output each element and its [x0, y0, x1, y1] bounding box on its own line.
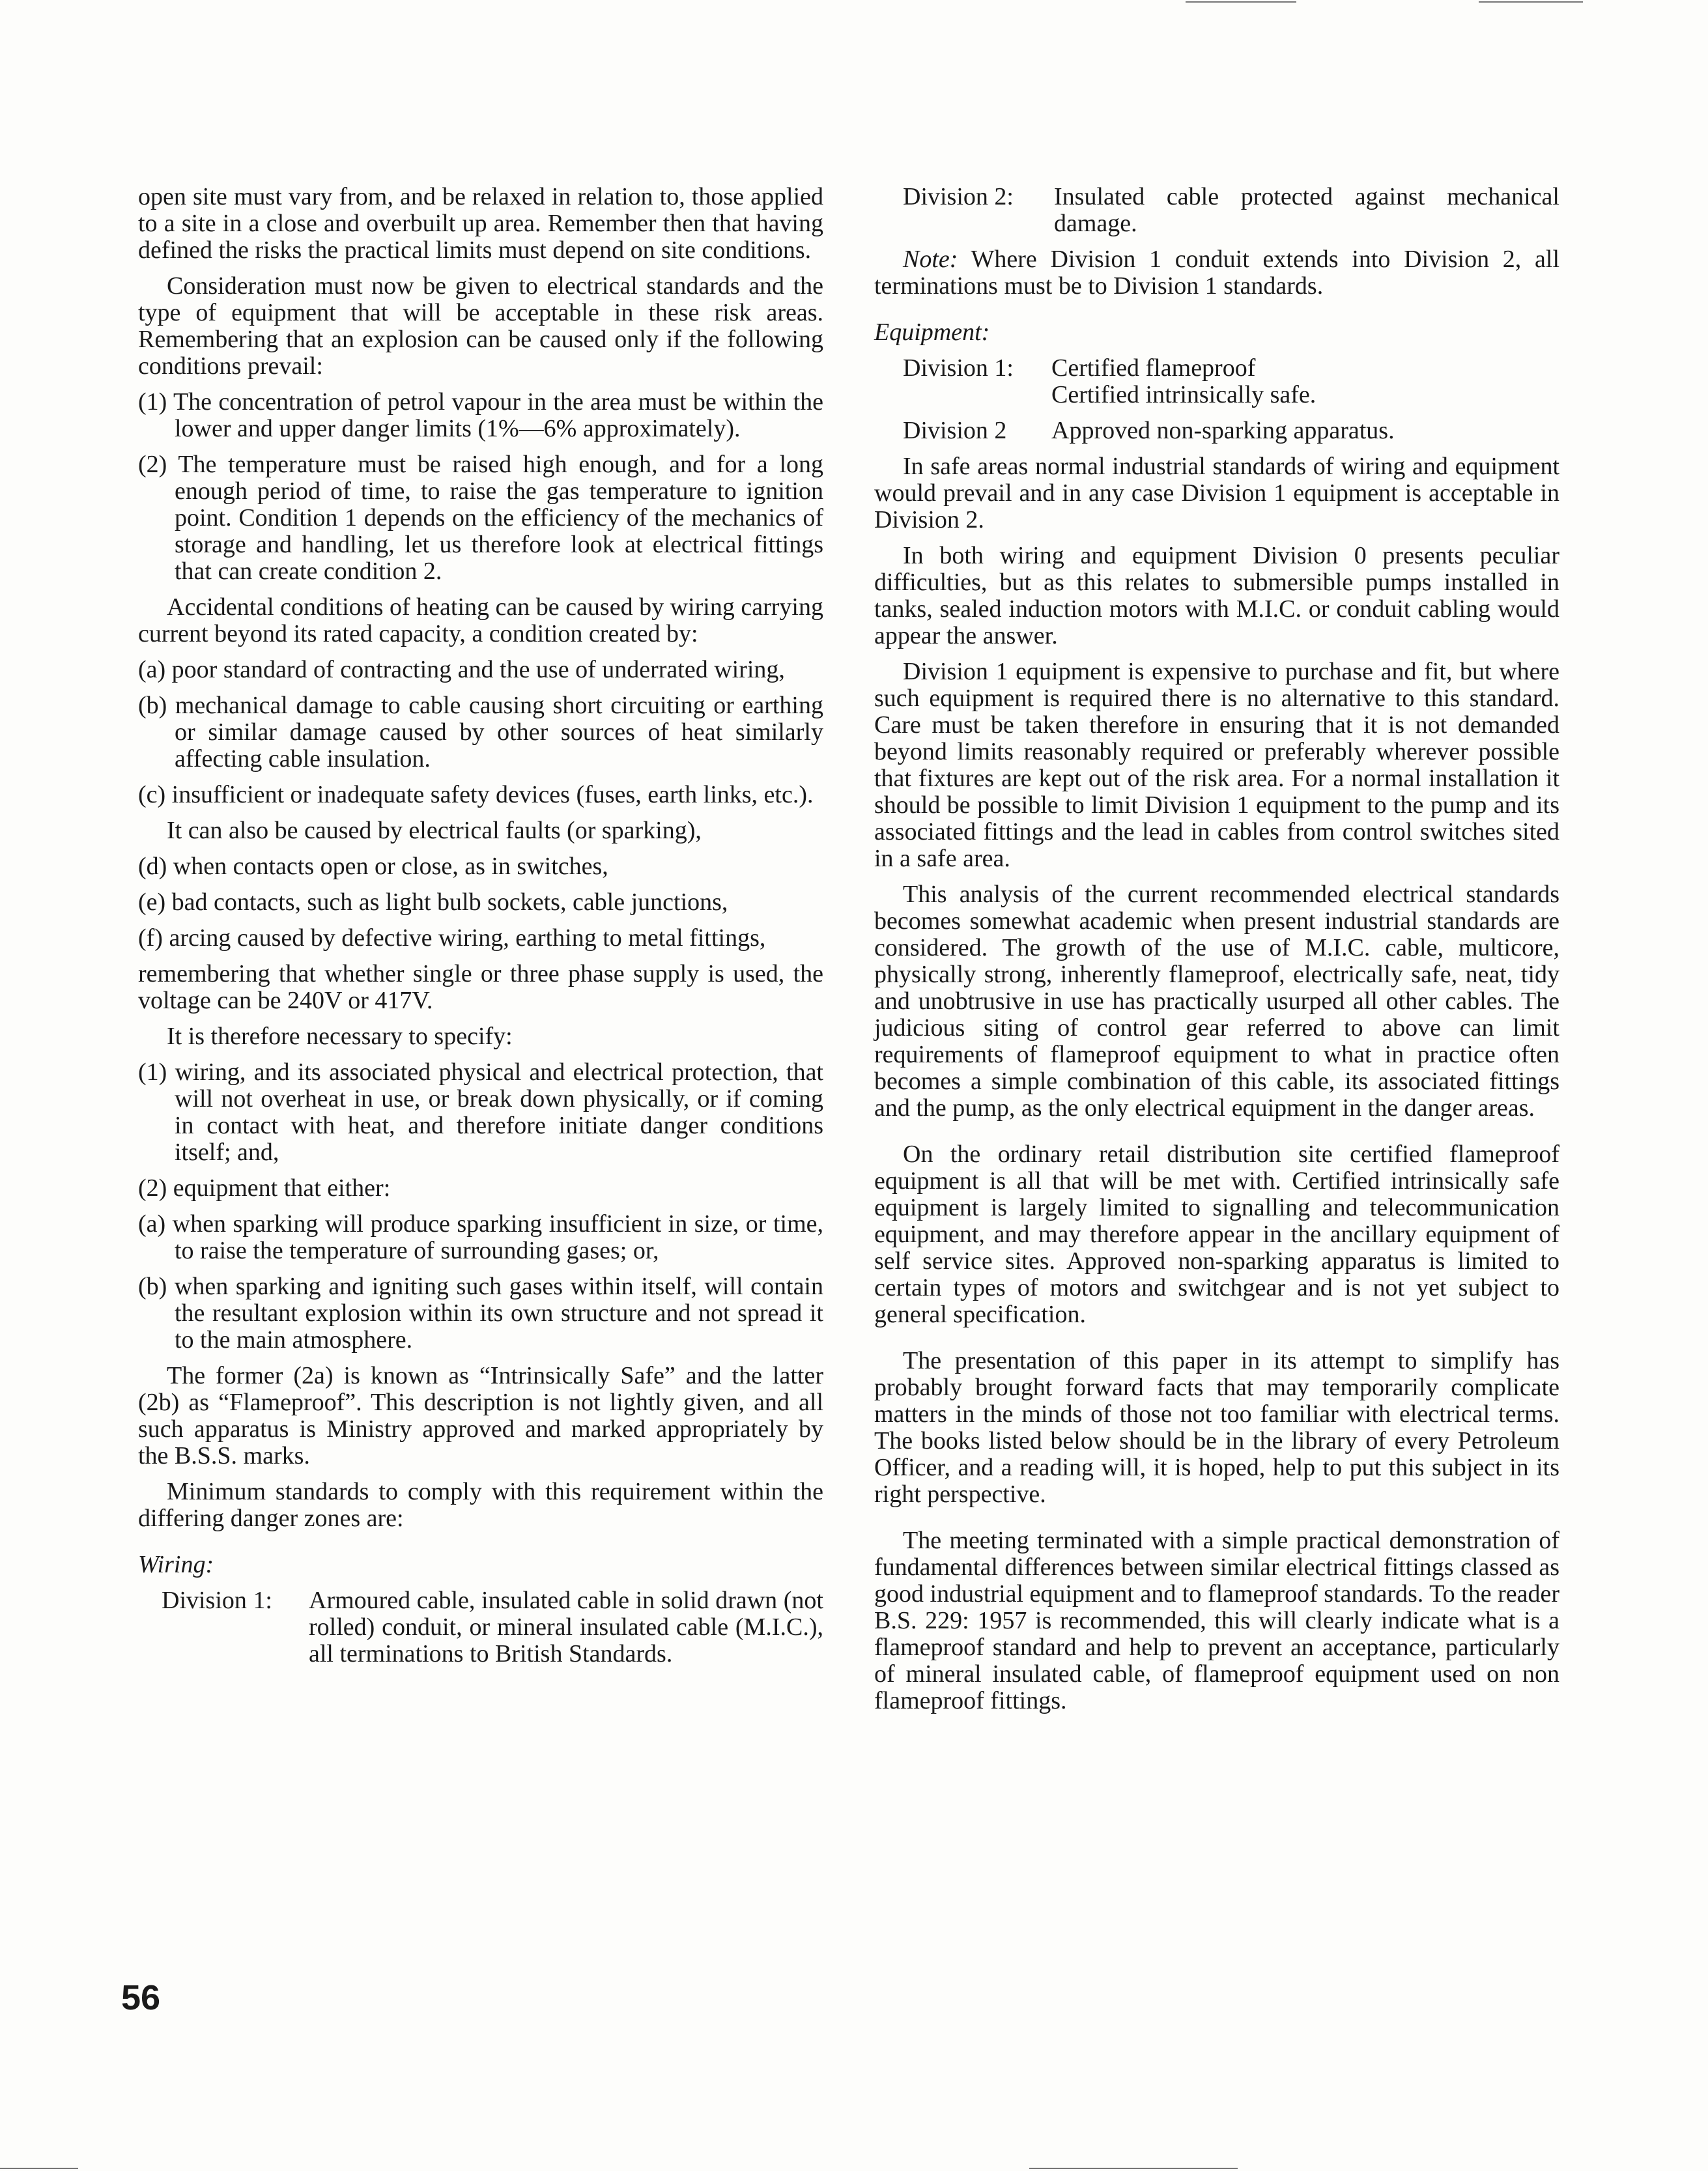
list-item: (b) when sparking and igniting such gases within itself, will contain the resultant explosion within its own structure and not spread it to the main atmosphere.	[138, 1273, 823, 1354]
right-column	[874, 184, 1559, 1714]
paragraph: It is therefore necessary to specify:	[167, 1023, 513, 1050]
paragraph: On the ordinary retail distribution site certified flameproof equipment is all that will be met with. Certified intrinsically safe equipment is largely limited to signalling and telecommunication equipment, and may therefore appear in the ancillary equipment of self service sites. Approved non-sparking apparatus is limited to certain types of motors and switchgear and is not yet subject to general specification.	[874, 1141, 1559, 1328]
wiring-division-1	[138, 1587, 823, 1667]
bottom-edge-rule	[0, 2168, 78, 2169]
top-edge-rule	[1186, 1, 1296, 3]
paragraph: open site must vary from, and be relaxed in relation to, those applied to a site in a close and overbuilt up area. Remember then that having defined the risks the practical limits must depend on site conditions.	[138, 183, 823, 264]
paragraph: In both wiring and equipment Division 0 presents peculiar difficulties, but as this relates to submersible pumps installed in tanks, sealed induction motors with M.I.C. or conduit cabling would appear the answer.	[874, 542, 1559, 649]
paragraph: The former (2a) is known as “Intrinsically Safe” and the latter (2b) as “Flameproof”. This description is not lightly given, and all such apparatus is Ministry approved and marked appropriately by the B.S.S. marks.	[138, 1362, 823, 1469]
division-label: Division 1:	[162, 1587, 272, 1614]
note	[874, 246, 1559, 300]
paragraph: In safe areas normal industrial standards of wiring and equipment would prevail and in any case Division 1 equipment is acceptable in Division 2.	[874, 453, 1559, 533]
list-item: (e) bad contacts, such as light bulb sockets, cable junctions,	[138, 888, 728, 916]
division-label: Division 1:	[903, 354, 1014, 382]
top-edge-rule-right	[1479, 1, 1583, 3]
paragraph: Accidental conditions of heating can be caused by wiring carrying current beyond its rated capacity, a condition created by:	[138, 593, 823, 647]
equipment-division-1	[874, 355, 1559, 408]
paragraph: The presentation of this paper in its attempt to simplify has probably brought forward facts that may temporarily complicate matters in the minds of those not too familiar with electrical terms. The books listed below should be in the library of every Petroleum Officer, and a reading will, it is hoped, help to put this subject in its right perspective.	[874, 1347, 1559, 1508]
list-item: (2) equipment that either:	[138, 1174, 391, 1202]
division-label: Division 2	[903, 417, 1007, 444]
bottom-edge-rule-right	[1029, 2168, 1238, 2169]
section-heading-equipment: Equipment:	[874, 319, 990, 346]
list-item: (2) The temperature must be raised high enough, and for a long enough period of time, to raise the gas temperature to ignition point. Condition 1 depends on the efficiency of the mechanics of storage and handling, let us therefore look at electrical fittings that can create condition 2.	[138, 451, 823, 585]
note-text: Where Division 1 conduit extends into Division 2, all terminations must be to Division 1 standards.	[874, 246, 1559, 300]
division-text: Armoured cable, insulated cable in solid drawn (not rolled) conduit, or mineral insulated cable (M.I.C.), all terminations to British Standards.	[309, 1587, 823, 1667]
paragraph: Minimum standards to comply with this requirement within the differing danger zones are:	[138, 1478, 823, 1532]
list-item: (1) wiring, and its associated physical and electrical protection, that will not overheat in use, or break down physically, or if coming in contact with heat, and therefore initiate danger conditions itself; and,	[138, 1058, 823, 1166]
paragraph: The meeting terminated with a simple practical demonstration of fundamental differences between similar electrical fittings classed as good industrial equipment and to flameproof standards. To the reader B.S. 229: 1957 is recommended, this will clearly indicate what is a flameproof standard and help to prevent an acceptance, particularly of mineral insulated cable, of flameproof equipment used on non flameproof fittings.	[874, 1527, 1559, 1714]
list-item: (c) insufficient or inadequate safety devices (fuses, earth links, etc.).	[138, 781, 814, 808]
note-label: Note:	[903, 246, 958, 273]
paragraph: Division 1 equipment is expensive to purchase and fit, but where such equipment is required there is no alternative to this standard. Care must be taken therefore in ensuring that it is not demanded beyond limits reasonably required or preferably wherever possible that fixtures are kept out of the risk area. For a normal installation it should be possible to limit Division 1 equipment to the pump and its associated fittings and the lead in cables from control switches sited in a safe area.	[874, 658, 1559, 872]
division-text: Insulated cable protected against mechanical damage.	[1054, 183, 1559, 237]
division-label: Division 2:	[903, 183, 1014, 210]
wiring-division-2	[874, 184, 1559, 237]
equipment-type: Certified intrinsically safe.	[1051, 381, 1317, 408]
section-heading-wiring: Wiring:	[138, 1551, 214, 1578]
paragraph: It can also be caused by electrical faults (or sparking),	[167, 817, 702, 844]
list-item: (1) The concentration of petrol vapour in the area must be within the lower and upper danger limits (1%—6% approximately).	[138, 388, 823, 442]
list-item: (a) when sparking will produce sparking insufficient in size, or time, to raise the temperature of surrounding gases; or,	[138, 1210, 823, 1264]
list-item: (a) poor standard of contracting and the use of underrated wiring,	[138, 656, 785, 683]
paragraph: remembering that whether single or three phase supply is used, the voltage can be 240V or 417V.	[138, 960, 823, 1014]
page-number: 56	[121, 1978, 161, 2017]
equipment-division-2	[874, 418, 1559, 444]
division-text	[1051, 355, 1559, 408]
division-text: Approved non-sparking apparatus.	[1051, 417, 1395, 444]
paragraph: Consideration must now be given to electrical standards and the type of equipment that will be acceptable in these risk areas. Remembering that an explosion can be caused only if the following conditions prevail:	[138, 272, 823, 380]
list-item: (b) mechanical damage to cable causing short circuiting or earthing or similar damage caused by other sources of heat similarly affecting cable insulation.	[138, 692, 823, 773]
list-item: (f) arcing caused by defective wiring, earthing to metal fittings,	[138, 924, 766, 952]
paragraph: This analysis of the current recommended electrical standards becomes somewhat academic when present industrial standards are considered. The growth of the use of M.I.C. cable, multicore, physically strong, inherently flameproof, electrically safe, neat, tidy and unobtrusive in use has practically usurped all other cables. The judicious siting of control gear referred to above can limit requirements of flameproof equipment to what in practice often becomes a simple combination of this cable, its associated fittings and the pump, as the only electrical equipment in the danger areas.	[874, 881, 1559, 1122]
equipment-type: Certified flameproof	[1051, 354, 1256, 382]
list-item: (d) when contacts open or close, as in switches,	[138, 853, 608, 880]
left-column	[138, 184, 823, 1667]
